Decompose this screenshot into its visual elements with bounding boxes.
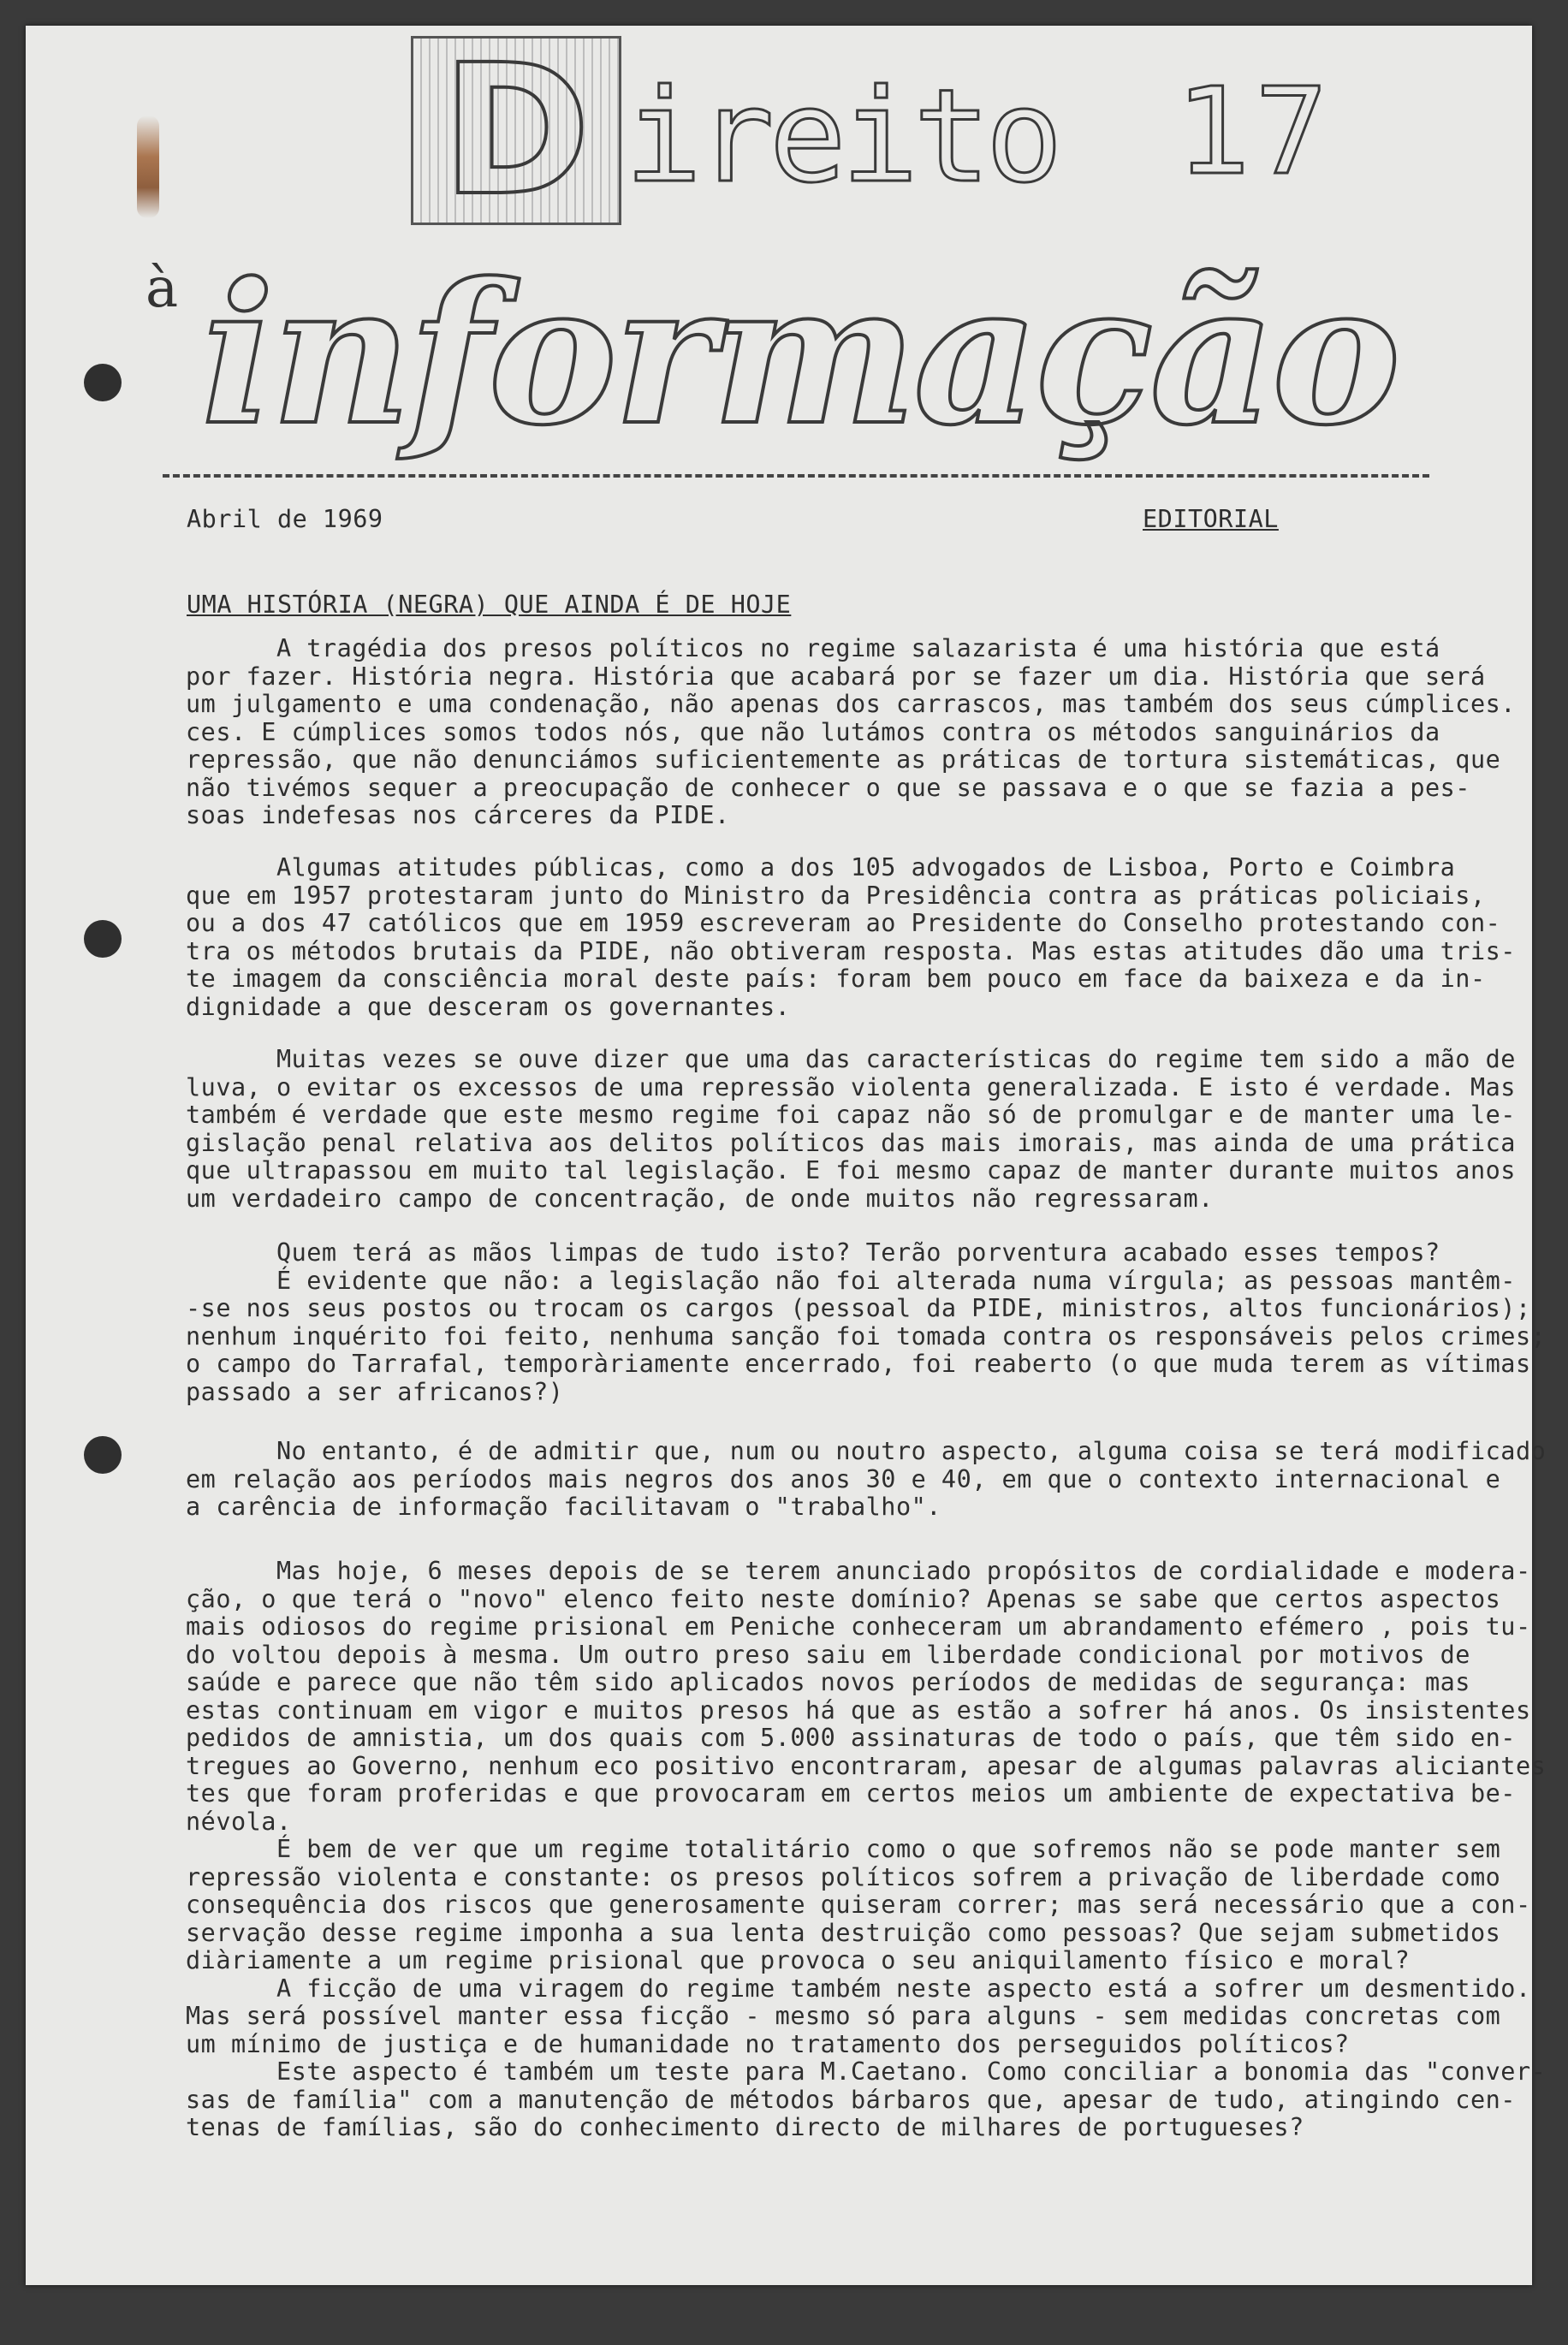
text-line: em relação aos períodos mais negros dos anos 30 e 40, em que o contexto internacional e	[186, 1464, 1501, 1493]
punch-hole	[84, 364, 122, 401]
text-line: também é verdade que este mesmo regime foi capaz não só de promulgar e de manter uma le-	[186, 1101, 1516, 1129]
text-line: sas de família" com a manutenção de métodos bárbaros que, apesar de tudo, atingindo cen-	[186, 2085, 1516, 2114]
text-line: repressão violenta e constante: os presos políticos sofrem a privação de liberdade como	[186, 1862, 1501, 1891]
section-label: EDITORIAL	[1143, 505, 1279, 533]
text-line: repressão, que não denunciámos suficientemente as práticas de tortura sistemáticas, que	[186, 745, 1501, 774]
text-line: É bem de ver que um regime totalitário como o que sofremos não se pode manter sem	[186, 1835, 1501, 1863]
text-line: tra os métodos brutais da PIDE, não obtiveram resposta. Mas estas atitudes dão uma tris-	[186, 936, 1516, 965]
text-line: o campo do Tarrafal, temporàriamente encerrado, foi reaberto (o que muda terem as vítimas	[186, 1350, 1531, 1378]
text-line: diàriamente a um regime prisional que provoca o seu aniquilamento físico e moral?	[186, 1946, 1411, 1974]
text-line: gislação penal relativa aos delitos políticos das mais imorais, mas ainda de uma prática	[186, 1128, 1516, 1157]
masthead-preposition: à	[146, 257, 179, 320]
paragraph	[186, 634, 1516, 830]
text-line: por fazer. História negra. História que acabará por se fazer um dia. História que será	[186, 662, 1486, 691]
text-line: A ficção de uma viragem do regime também neste aspecto está a sofrer um desmentido.	[186, 1974, 1531, 2003]
text-line: Este aspecto é também um teste para M.Caetano. Como conciliar a bonomia das "conver-	[186, 2057, 1547, 2086]
text-line: soas indefesas nos cárceres da PIDE.	[186, 801, 730, 829]
text-line: não tivémos sequer a preocupação de conhecer o que se passava e o que se fazia a pes-	[186, 773, 1470, 802]
masthead-title-second: informação	[201, 241, 1398, 468]
paragraph	[186, 1238, 1547, 1406]
document-page	[26, 26, 1547, 2285]
text-line: dignidade a que desceram os governantes.	[186, 992, 791, 1021]
masthead-initial: D	[411, 36, 621, 225]
text-line: do voltou depois à mesma. Um outro preso saiu em liberdade condicional por motivos de	[186, 1640, 1470, 1669]
text-line: Algumas atitudes públicas, como a dos 105 advogados de Lisboa, Porto e Coimbra	[186, 853, 1456, 882]
text-line: um mínimo de justiça e de humanidade no tratamento dos perseguidos políticos?	[186, 2029, 1350, 2058]
text-line: No entanto, é de admitir que, num ou noutro aspecto, alguma coisa se terá modificado	[186, 1437, 1547, 1465]
text-line: tenas de famílias, são do conhecimento directo de milhares de portugueses?	[186, 2113, 1304, 2141]
text-line: que em 1957 protestaram junto do Ministro da Presidência contra as práticas policiais,	[186, 881, 1486, 910]
text-line: É evidente que não: a legislação não foi alterada numa vírgula; as pessoas mantêm-	[186, 1266, 1516, 1295]
text-line: te imagem da consciência moral deste país: foram bem pouco em face da baixeza e da in-	[186, 965, 1486, 993]
text-line: -se nos seus postos ou trocam os cargos (pessoal da PIDE, ministros, altos funcionários);	[186, 1294, 1531, 1322]
paragraph	[186, 1557, 1547, 2142]
text-line: Muitas vezes se ouve dizer que uma das características do regime tem sido a mão de	[186, 1045, 1516, 1073]
text-line: luva, o evitar os excessos de uma repressão violenta generalizada. E isto é verdade. Mas	[186, 1072, 1516, 1101]
text-line: um verdadeiro campo de concentração, de onde muitos não regressaram.	[186, 1184, 1214, 1213]
issue-date: Abril de 1969	[187, 505, 383, 533]
paragraph	[186, 1045, 1516, 1213]
text-line: névola.	[186, 1807, 292, 1836]
text-line: consequência dos riscos que generosamente quiseram correr; mas será necessário que a con-	[186, 1891, 1531, 1919]
issue-number: 17	[1177, 62, 1330, 202]
text-line: que ultrapassou em muito tal legislação. E foi mesmo capaz de manter durante muitos anos	[186, 1156, 1516, 1184]
article-headline: UMA HISTÓRIA (NEGRA) QUE AINDA É DE HOJE	[187, 591, 792, 619]
text-line: um julgamento e uma condenação, não apenas dos carrascos, mas também dos seus cúmplices.	[186, 690, 1516, 718]
text-line: ces. E cúmplices somos todos nós, que não lutámos contra os métodos sanguinários da	[186, 717, 1440, 746]
text-line: pedidos de amnistia, um dos quais com 5.000 assinaturas de todo o país, que têm sido en-	[186, 1724, 1516, 1752]
text-line: tregues ao Governo, nenhum eco positivo encontraram, apesar de algumas palavras aliciantes	[186, 1751, 1547, 1780]
punch-hole	[84, 920, 122, 958]
text-line: nenhum inquérito foi feito, nenhuma sanção foi tomada contra os responsáveis pelos crimes;	[186, 1321, 1547, 1351]
text-line: Quem terá as mãos limpas de tudo isto? Terão porventura acabado esses tempos?	[186, 1238, 1440, 1267]
text-line: passado a ser africanos?)	[186, 1377, 564, 1406]
masthead-rule	[163, 474, 1429, 478]
text-line: tes que foram proferidas e que provocaram em certos meios um ambiente de expectativa be-	[186, 1779, 1516, 1808]
punch-hole	[84, 1436, 122, 1474]
text-line: A tragédia dos presos políticos no regime salazarista é uma história que está	[186, 634, 1440, 662]
rust-stain	[137, 116, 159, 218]
paragraph	[186, 853, 1516, 1021]
text-line: ou a dos 47 católicos que em 1959 escreveram ao Presidente do Conselho protestando con-	[186, 909, 1501, 937]
text-line: servação desse regime imponha a sua lenta destruição como pessoas? Que sejam submetidos	[186, 1918, 1501, 1947]
text-line: a carência de informação facilitavam o "trabalho".	[186, 1493, 941, 1521]
text-line: Mas será possível manter essa ficção - mesmo só para alguns - sem medidas concretas com	[186, 2002, 1501, 2030]
text-line: mais odiosos do regime prisional em Peniche conheceram um abrandamento efémero , pois tu-	[186, 1612, 1531, 1641]
text-line: Mas hoje, 6 meses depois de se terem anunciado propósitos de cordialidade e modera-	[186, 1557, 1531, 1585]
text-line: saúde e parece que não têm sido aplicados novos períodos de medidas de segurança: mas	[186, 1668, 1470, 1696]
paragraph	[186, 1437, 1547, 1522]
text-line: estas continuam em vigor e muitos presos há que as estão a sofrer há anos. Os insistentes	[186, 1695, 1531, 1725]
text-line: ção, o que terá o "novo" elenco feito neste domínio? Apenas se sabe que certos aspectos	[186, 1584, 1501, 1613]
masthead-title-rest: ireito	[625, 62, 1058, 211]
